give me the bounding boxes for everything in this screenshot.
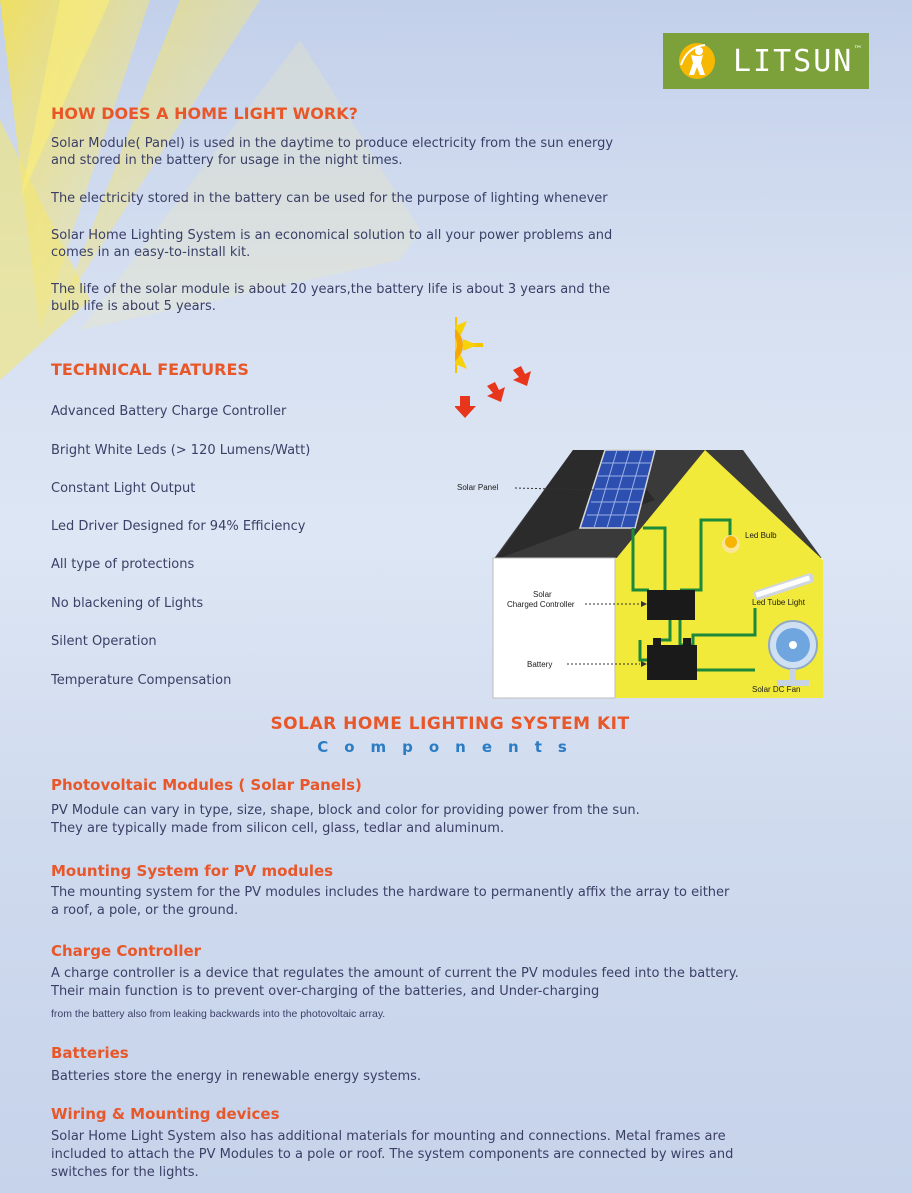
section-heading: Charge Controller bbox=[51, 942, 202, 960]
feature-item: All type of protections bbox=[51, 557, 195, 572]
controller-label-line1: Solar bbox=[533, 590, 552, 599]
feature-item: No blackening of Lights bbox=[51, 596, 204, 611]
feature-item: Bright White Leds (> 120 Lumens/Watt) bbox=[51, 443, 311, 458]
section-heading: Wiring & Mounting devices bbox=[51, 1105, 280, 1123]
dc-fan-label: Solar DC Fan bbox=[752, 685, 801, 694]
intro-paragraph: Solar Home Lighting System is an economical solution to all your power problems and comes in an easy-to-install kit. bbox=[51, 228, 613, 260]
led-bulb-label: Led Bulb bbox=[745, 531, 777, 540]
kit-title: SOLAR HOME LIGHTING SYSTEM KIT bbox=[270, 714, 630, 734]
solar-home-diagram bbox=[455, 300, 835, 700]
feature-item: Temperature Compensation bbox=[51, 673, 232, 688]
intro-paragraph: The electricity stored in the battery can be used for the purpose of lighting whenever bbox=[51, 191, 608, 206]
intro-paragraph: Solar Module( Panel) is used in the daytime to produce electricity from the sun energy and stored in the battery for usage in the night times. bbox=[51, 136, 614, 168]
litsun-logo bbox=[663, 33, 869, 89]
sun-person-icon bbox=[677, 41, 717, 81]
section-text: PV Module can vary in type, size, shape, block and color for providing power from the sun. They are typically made from silicon cell, glass, tedlar and aluminum. bbox=[51, 803, 640, 836]
controller-label-line2: Charged Controller bbox=[507, 600, 575, 609]
trademark-symbol: ™ bbox=[853, 45, 863, 55]
intro-heading: HOW DOES A HOME LIGHT WORK? bbox=[51, 104, 358, 123]
section-heading: Batteries bbox=[51, 1044, 129, 1062]
features-heading: TECHNICAL FEATURES bbox=[51, 360, 249, 379]
feature-item: Advanced Battery Charge Controller bbox=[51, 404, 287, 419]
section-text: The mounting system for the PV modules includes the hardware to permanently affix the array to either a roof, a pole, or the ground. bbox=[51, 885, 730, 918]
kit-subtitle: Components bbox=[317, 738, 583, 756]
section-small-text: from the battery also from leaking backwards into the photovoltaic array. bbox=[51, 1008, 386, 1020]
intro-paragraph: The life of the solar module is about 20 years,the battery life is about 3 years and the bulb life is about 5 years. bbox=[51, 282, 611, 314]
battery-label: Battery bbox=[527, 660, 553, 669]
section-text: Solar Home Light System also has additional materials for mounting and connections. Metal frames are included to attach the PV Modules to a pole or roof. The system components are connected by wires and switches for the lights. bbox=[51, 1129, 734, 1180]
charge-controller-icon bbox=[647, 590, 695, 620]
feature-item: Constant Light Output bbox=[51, 481, 196, 496]
brand-name: LITSUN bbox=[733, 43, 854, 79]
feature-item: Silent Operation bbox=[51, 634, 157, 649]
feature-item: Led Driver Designed for 94% Efficiency bbox=[51, 519, 306, 534]
led-bulb-icon bbox=[722, 535, 740, 553]
section-text: Batteries store the energy in renewable energy systems. bbox=[51, 1069, 422, 1084]
section-text: A charge controller is a device that regulates the amount of current the PV modules feed into the battery. Their main function is to prevent over-charging of the batteries, and Under-charging bbox=[51, 966, 739, 999]
arrow-icon bbox=[455, 366, 531, 418]
led-tube-label: Led Tube Light bbox=[752, 598, 805, 607]
sun-graphic bbox=[455, 311, 477, 379]
section-heading: Mounting System for PV modules bbox=[51, 862, 334, 880]
solar-panel-label: Solar Panel bbox=[457, 483, 499, 492]
section-heading: Photovoltaic Modules ( Solar Panels) bbox=[51, 776, 362, 794]
